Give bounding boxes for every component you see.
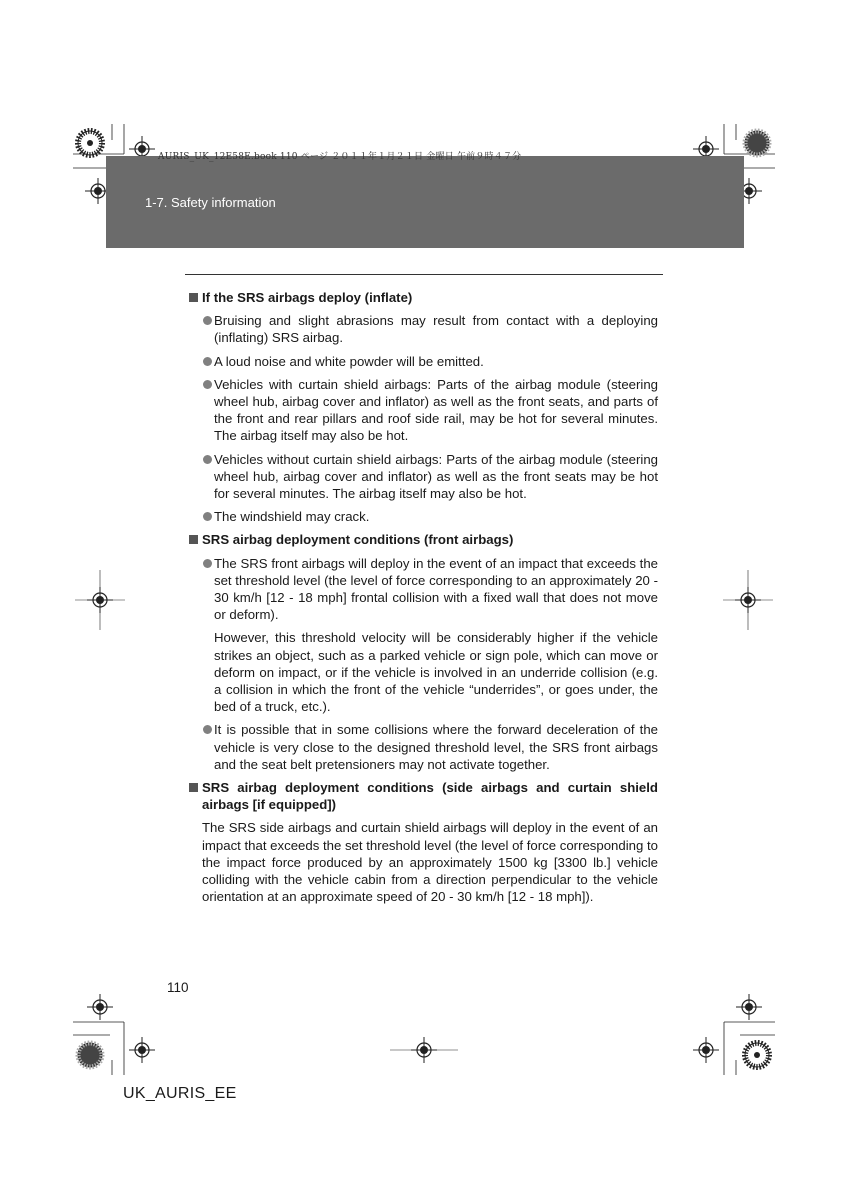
- paragraph: The SRS side airbags and curtain shield airbags will deploy in the event of an impact that exceeds the set threshold level (the level of force corresponding to the impact force produced by an approximately 1500 kg [3300 lb.] vehicle colliding with the vehicle cabin from a direction perpendicular to the vehicle orientation at an approximate speed of 20 - 30 km/h [12 - 18 mph]).: [202, 820, 658, 905]
- crop-mark-bottom-left: [73, 994, 155, 1075]
- section-title: 1-7. Safety information: [145, 195, 276, 210]
- round-bullet-icon: [203, 455, 212, 464]
- list-item-continuation: However, this threshold velocity will be considerably higher if the vehicle strikes an object, such as a parked vehicle or sign pole, which can move or deform on impact, or if the vehicle is involved in an underride collision (e.g. a collision in which the front of the vehicle “underrides”, or goes under, the bed of a truck, etc.).: [214, 630, 658, 715]
- square-bullet-icon: [189, 535, 198, 544]
- page-content: [188, 289, 658, 912]
- heading-text: SRS airbag deployment conditions (side airbags and curtain shield airbags [if equipped]): [202, 780, 658, 813]
- print-job-meta: AURIS_UK_12E58E.book 110 ページ ２０１１年１月２１日 金曜日 午前９時４７分: [158, 152, 522, 162]
- list-item: The windshield may crack.: [188, 508, 658, 525]
- list-item: Vehicles without curtain shield airbags: Parts of the airbag module (steering wheel hub, airbag cover and inflator) as well as the front seats may be hot for several minutes. The airbag itself may also be hot.: [188, 451, 658, 503]
- registration-star-top-left: [78, 131, 102, 155]
- list-item: Bruising and slight abrasions may result from contact with a deploying (inflating) SRS airbag.: [188, 312, 658, 346]
- round-bullet-icon: [203, 357, 212, 366]
- document-code: UK_AURIS_EE: [123, 1085, 237, 1102]
- list-item: The SRS front airbags will deploy in the event of an impact that exceeds the set threshold level (the level of force corresponding to an approximately 20 - 30 km/h [12 - 18 mph] frontal collision with a fixed wall that does not move or deform).: [188, 555, 658, 624]
- heading-text: If the SRS airbags deploy (inflate): [202, 290, 413, 305]
- list-item: A loud noise and white powder will be emitted.: [188, 353, 658, 370]
- round-bullet-icon: [203, 512, 212, 521]
- section-heading: [188, 531, 658, 548]
- list-item: Vehicles with curtain shield airbags: Parts of the airbag module (steering wheel hub, airbag cover and inflator) as well as the front seats, and parts of the front and rear pillars and roof side rail, may be hot for several minutes. The airbag itself may also be hot.: [188, 376, 658, 445]
- divider: [185, 274, 663, 275]
- round-bullet-icon: [203, 380, 212, 389]
- page-number: 110: [167, 980, 189, 995]
- round-bullet-icon: [203, 725, 212, 734]
- list-item: It is possible that in some collisions where the forward deceleration of the vehicle is very close to the designed threshold level, the SRS front airbags and the seat belt pretensioners may not activate together.: [188, 721, 658, 773]
- section-heading: [188, 779, 658, 813]
- square-bullet-icon: [189, 783, 198, 792]
- heading-text: SRS airbag deployment conditions (front airbags): [202, 532, 514, 548]
- crop-mark-bottom-right: [693, 994, 775, 1075]
- round-bullet-icon: [203, 559, 212, 568]
- section-heading: [188, 289, 658, 306]
- square-bullet-icon: [189, 293, 198, 302]
- round-bullet-icon: [203, 316, 212, 325]
